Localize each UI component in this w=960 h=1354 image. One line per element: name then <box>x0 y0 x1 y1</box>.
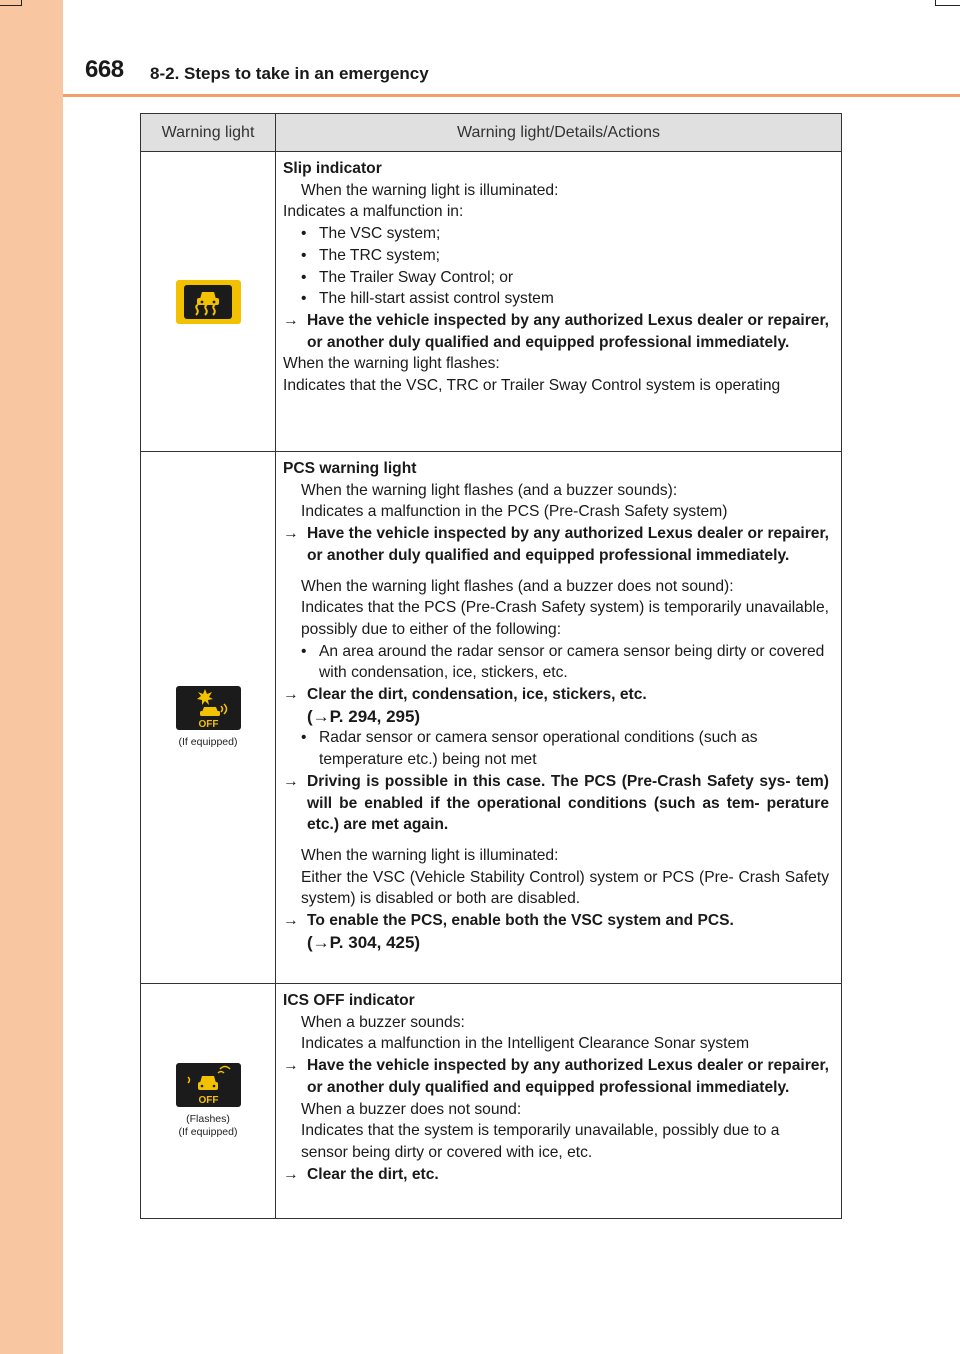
icon-off-label: OFF <box>198 719 218 730</box>
icon-caption: (If equipped) <box>178 736 238 748</box>
icon-off-label: OFF <box>198 1095 218 1106</box>
description-text: Indicates that the VSC, TRC or Trailer Sway Control system is operating <box>283 377 781 395</box>
description-text: Indicates that the system is temporarily unavailable, possibly due to a sensor being dirty or covered with ice, etc. <box>301 1122 780 1161</box>
action-text: → Have the vehicle inspected by any authorized Lexus dealer or repairer, or another duly qualified and equipped professional immediately. <box>283 1055 829 1098</box>
side-tab-band <box>0 0 63 1354</box>
table-header-row <box>141 114 842 152</box>
column-header-details: Warning light/Details/Actions <box>276 114 842 152</box>
crop-mark-top-right <box>935 0 960 6</box>
details-cell <box>276 984 842 1219</box>
condition-text: When a buzzer sounds: <box>301 1013 465 1031</box>
icon-cell <box>141 452 276 984</box>
condition-text: When the warning light flashes (and a buzzer sounds): <box>301 481 678 499</box>
warning-light-table <box>140 113 842 1219</box>
slip-indicator-title: Slip indicator <box>283 160 382 177</box>
action-text: → Clear the dirt, etc. <box>283 1164 829 1186</box>
table-row <box>141 452 842 984</box>
pcs-warning-icon <box>176 686 241 730</box>
condition-text: When the warning light is illuminated: <box>301 846 559 864</box>
details-cell <box>276 152 842 452</box>
description-text: Either the VSC (Vehicle Stability Control) system or PCS (Pre- Crash Safety system) is disabled or both are disabled. <box>301 868 829 908</box>
icon-cell <box>141 152 276 452</box>
list-item: • Radar sensor or camera sensor operational conditions (such as temperature etc.) being not met <box>283 727 829 770</box>
icon-caption-if-equipped: (If equipped) <box>178 1126 238 1138</box>
icon-cell <box>141 984 276 1219</box>
header-rule <box>63 94 960 97</box>
description-text: Indicates a malfunction in the Intelligent Clearance Sonar system <box>301 1035 750 1053</box>
icon-caption-flashes: (Flashes) <box>186 1113 230 1125</box>
list-item: • The VSC system; <box>283 223 829 245</box>
ics-off-icon <box>176 1063 241 1107</box>
description-text: Indicates a malfunction in: <box>283 203 464 221</box>
action-text: → Have the vehicle inspected by any authorized Lexus dealer or repairer, or another duly qualified and equipped professional immediately. <box>283 523 829 566</box>
action-text: → Driving is possible in this case. The PCS (Pre-Crash Safety sys- tem) will be enabled if the operational conditions (such as tem- perature etc.) are met again. <box>283 771 829 836</box>
condition-text: When the warning light flashes (and a buzzer does not sound): <box>301 577 734 595</box>
section-title: 8-2. Steps to take in an emergency <box>150 64 429 83</box>
condition-text: When the warning light is illuminated: <box>301 181 559 199</box>
table-row <box>141 984 842 1219</box>
action-text: → Clear the dirt, condensation, ice, stickers, etc. <box>283 684 829 706</box>
action-text: → To enable the PCS, enable both the VSC system and PCS. <box>283 910 829 932</box>
slip-indicator-icon <box>176 280 241 324</box>
page-reference: (→P. 304, 425) <box>307 932 421 952</box>
pcs-warning-title: PCS warning light <box>283 460 417 477</box>
condition-text: When a buzzer does not sound: <box>301 1100 522 1118</box>
list-item: • An area around the radar sensor or camera sensor being dirty or covered with condensation, ice, stickers, etc. <box>283 641 829 684</box>
list-item: • The hill-start assist control system <box>283 288 829 310</box>
ics-off-title: ICS OFF indicator <box>283 992 415 1009</box>
icon-caption <box>141 1113 275 1139</box>
table-row <box>141 152 842 452</box>
crop-mark-top-left <box>0 0 22 6</box>
details-cell <box>276 452 842 984</box>
page-reference: (→P. 294, 295) <box>307 706 421 726</box>
condition-text: When the warning light flashes: <box>283 355 500 373</box>
action-text: → Have the vehicle inspected by any authorized Lexus dealer or repairer, or another duly qualified and equipped professional immediately. <box>283 310 829 353</box>
list-item: • The TRC system; <box>283 245 829 267</box>
description-text: Indicates that the PCS (Pre-Crash Safety system) is temporarily unavailable, possibly due to either of the following: <box>301 599 829 638</box>
page-number: 668 <box>85 56 124 83</box>
column-header-warning-light: Warning light <box>141 114 276 152</box>
list-item: • The Trailer Sway Control; or <box>283 267 829 289</box>
description-text: Indicates a malfunction in the PCS (Pre-Crash Safety system) <box>301 503 728 521</box>
